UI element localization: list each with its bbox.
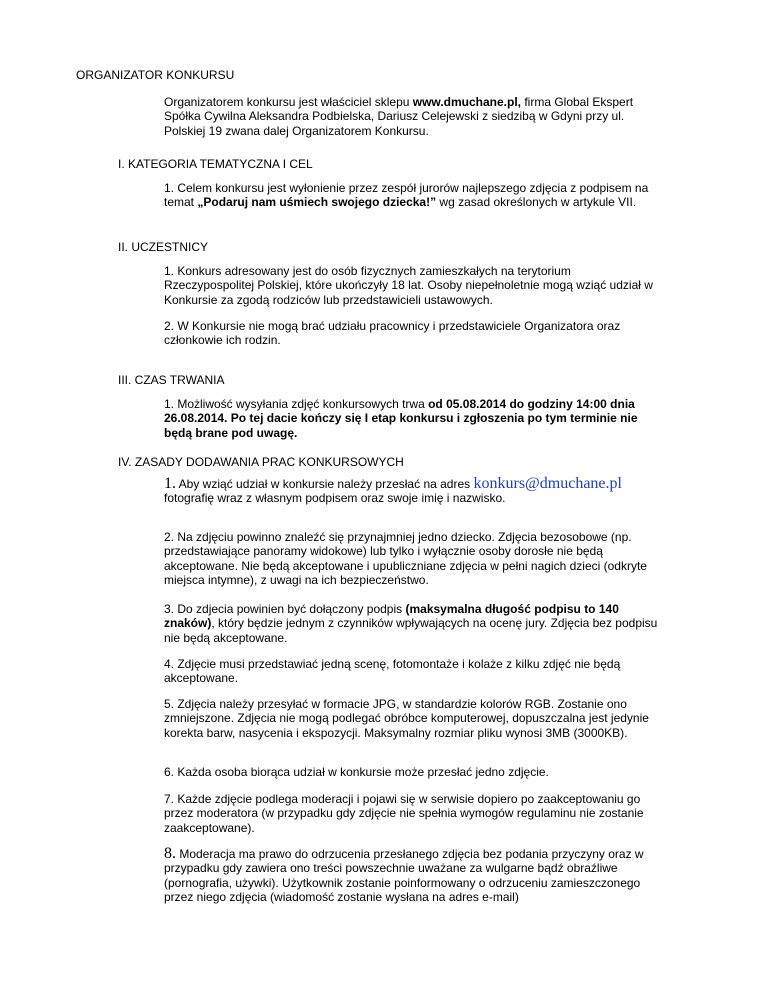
section-4-paragraph-2: 2. Na zdjęciu powinno znaleźć się przynajmniej jedno dziecko. Zdjęcia bezosobowe (np. przedstawiające panoramy widokowe) lub tylko i wyłącznie osoby dorosłe nie będą akceptowane. Nie będą akceptowane i upubliczniane zdjęcia w pełni nagich dzieci (odkryte miejsca intymne), z uwagi na ich bezpieczeństwo. — [164, 530, 647, 587]
contest-theme: „Podaruj nam uśmiech swojego dziecka!” — [197, 195, 437, 210]
section-1-heading: I. KATEGORIA TEMATYCZNA I CEL — [118, 157, 313, 171]
organizer-paragraph: Organizatorem konkursu jest właściciel sklepu www.dmuchane.pl, firma Global Ekspert Spółka Cywilna Aleksandra Podbielska, Dariusz Celejewski z siedzibą w Gdyni przy ul. Polskiej 19 zwana dalej Organizatorem Konkursu. — [164, 95, 634, 138]
organizer-heading: ORGANIZATOR KONKURSU — [76, 68, 235, 82]
section-4-heading: IV. ZASADY DODAWANIA PRAC KONKURSOWYCH — [118, 455, 404, 469]
section-4-paragraph-4: 4. Zdjęcie musi przedstawiać jedną scenę, fotomontaże i kolaże z kilku zdjęć nie będą akceptowane. — [164, 657, 621, 686]
section-2-paragraph-2: 2. W Konkursie nie mogą brać udziału pracownicy i przedstawiciele Organizatora oraz członkowie ich rodzin. — [164, 319, 621, 348]
section-4-paragraph-1: 1. Aby wziąć udział w konkursie należy przesłać na adres konkurs@dmuchane.pl fotografię wraz z własnym podpisem oraz swoje imię i nazwisko. — [164, 475, 622, 506]
shop-url: www.dmuchane.pl, — [412, 95, 521, 109]
section-1-paragraph-1: 1. Celem konkursu jest wyłonienie przez zespół jurorów najlepszego zdjęcia z podpisem na temat „Podaruj nam uśmiech swojego dziecka!” wg zasad określonych w artykule VII. — [164, 181, 649, 210]
section-2-paragraph-1: 1. Konkurs adresowany jest do osób fizycznych zamieszkałych na terytorium Rzeczypospolitej Polskiej, które ukończyły 18 lat. Osoby niepełnoletnie mogą wziąć udział w Konkursie za zgodą rodziców lub przedstawicieli ustawowych. — [164, 264, 653, 307]
section-4-paragraph-3: 3. Do zdjecia powinien być dołączony podpis (maksymalna długość podpisu to 140 znaków), który będzie jednym z czynników wpływających na ocenę jury. Zdjęcia bez podpisu nie będą akceptowane. — [164, 602, 658, 645]
section-4-paragraph-5: 5. Zdjęcia należy przesyłać w formacie JPG, w standardzie kolorów RGB. Zostanie ono zmniejszone. Zdjęcia nie mogą podlegać obróbce komputerowej, dopuszczalna jest jedynie korekta barw, nasycenia i ekspozycji. Maksymalny rozmiar pliku wynosi 3MB (3000KB). — [164, 697, 649, 740]
section-3-paragraph-1: 1. Możliwość wysyłania zdjęć konkursowych trwa od 05.08.2014 do godziny 14:00 dnia 26.08.2014. Po tej dacie kończy się I etap konkursu i zgłoszenia po tym terminie nie będą brane pod uwagę. — [164, 397, 638, 440]
section-4-paragraph-6: 6. Każda osoba biorąca udział w konkursie może przesłać jedno zdjęcie. — [164, 765, 549, 779]
contest-email-link[interactable]: konkurs@dmuchane.pl — [473, 475, 622, 492]
section-4-paragraph-7: 7. Każde zdjęcie podlega moderacji i pojawi się w serwisie dopiero po zaakceptowaniu go przez moderatora (w przypadku gdy zdjęcie nie spełnia wymogów regulaminu nie zostanie zaakceptowane). — [164, 792, 644, 835]
section-3-heading: III. CZAS TRWANIA — [118, 373, 225, 387]
submission-period: od 05.08.2014 do godziny 14:00 dnia 26.08.2014. Po tej dacie kończy się I etap konkursu i zgłoszenia po tym terminie nie będą brane pod uwagę. — [164, 397, 638, 440]
section-4-paragraph-8: 8. Moderacja ma prawo do odrzucenia przesłanego zdjęcia bez podania przyczyny oraz w przypadku gdy zawiera ono treści powszechnie uważane za wulgarne bądź obraźliwe (pornografia, używki). Użytkownik zostanie poinformowany o odrzuceniu zamieszczonego przez niego zdjęcia (wiadomość zostanie wysłana na adres e-mail) — [164, 845, 644, 904]
caption-limit: (maksymalna długość podpisu to 140 znaków) — [164, 602, 619, 631]
section-2-heading: II. UCZESTNICY — [118, 240, 209, 254]
